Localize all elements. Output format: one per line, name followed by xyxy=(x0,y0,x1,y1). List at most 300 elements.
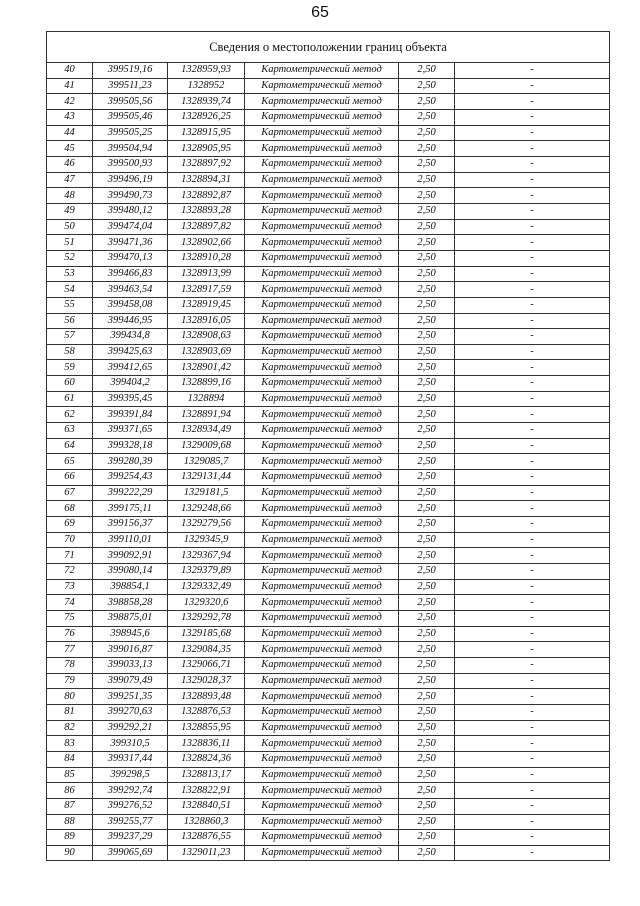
description-cell: - xyxy=(455,63,610,79)
description-cell: - xyxy=(455,610,610,626)
table-row xyxy=(47,517,610,533)
description-cell: - xyxy=(455,282,610,298)
table-row xyxy=(47,720,610,736)
point-number-cell: 45 xyxy=(47,141,93,157)
accuracy-cell: 2,50 xyxy=(399,329,455,345)
method-cell: Картометрический метод xyxy=(245,657,399,673)
y-coordinate-cell: 1329085,7 xyxy=(168,454,245,470)
table-row xyxy=(47,78,610,94)
table-row xyxy=(47,125,610,141)
x-coordinate-cell: 399092,91 xyxy=(93,548,168,564)
method-cell: Картометрический метод xyxy=(245,329,399,345)
accuracy-cell: 2,50 xyxy=(399,313,455,329)
x-coordinate-cell: 399505,56 xyxy=(93,94,168,110)
table-row xyxy=(47,689,610,705)
description-cell: - xyxy=(455,360,610,376)
y-coordinate-cell: 1328905,95 xyxy=(168,141,245,157)
method-cell: Картометрический метод xyxy=(245,78,399,94)
table-row xyxy=(47,642,610,658)
table-row xyxy=(47,532,610,548)
x-coordinate-cell: 399270,63 xyxy=(93,704,168,720)
point-number-cell: 46 xyxy=(47,156,93,172)
description-cell: - xyxy=(455,313,610,329)
accuracy-cell: 2,50 xyxy=(399,517,455,533)
description-cell: - xyxy=(455,720,610,736)
accuracy-cell: 2,50 xyxy=(399,470,455,486)
x-coordinate-cell: 399480,12 xyxy=(93,203,168,219)
description-cell: - xyxy=(455,156,610,172)
description-cell: - xyxy=(455,454,610,470)
x-coordinate-cell: 399470,13 xyxy=(93,250,168,266)
table-row xyxy=(47,376,610,392)
y-coordinate-cell: 1328917,59 xyxy=(168,282,245,298)
x-coordinate-cell: 399310,5 xyxy=(93,736,168,752)
method-cell: Картометрический метод xyxy=(245,313,399,329)
y-coordinate-cell: 1328860,3 xyxy=(168,814,245,830)
method-cell: Картометрический метод xyxy=(245,783,399,799)
point-number-cell: 55 xyxy=(47,297,93,313)
y-coordinate-cell: 1329320,6 xyxy=(168,595,245,611)
method-cell: Картометрический метод xyxy=(245,172,399,188)
point-number-cell: 69 xyxy=(47,517,93,533)
description-cell: - xyxy=(455,595,610,611)
y-coordinate-cell: 1329279,56 xyxy=(168,517,245,533)
description-cell: - xyxy=(455,438,610,454)
description-cell: - xyxy=(455,266,610,282)
accuracy-cell: 2,50 xyxy=(399,657,455,673)
x-coordinate-cell: 399504,94 xyxy=(93,141,168,157)
y-coordinate-cell: 1328897,82 xyxy=(168,219,245,235)
accuracy-cell: 2,50 xyxy=(399,78,455,94)
y-coordinate-cell: 1328952 xyxy=(168,78,245,94)
method-cell: Картометрический метод xyxy=(245,736,399,752)
table-row xyxy=(47,407,610,423)
table-row xyxy=(47,219,610,235)
x-coordinate-cell: 399254,43 xyxy=(93,470,168,486)
accuracy-cell: 2,50 xyxy=(399,720,455,736)
table-row xyxy=(47,454,610,470)
description-cell: - xyxy=(455,751,610,767)
y-coordinate-cell: 1328908,63 xyxy=(168,329,245,345)
table-title: Сведения о местоположении границ объекта xyxy=(47,32,610,63)
table-row xyxy=(47,751,610,767)
y-coordinate-cell: 1329181,5 xyxy=(168,485,245,501)
method-cell: Картометрический метод xyxy=(245,470,399,486)
method-cell: Картометрический метод xyxy=(245,125,399,141)
accuracy-cell: 2,50 xyxy=(399,830,455,846)
accuracy-cell: 2,50 xyxy=(399,532,455,548)
accuracy-cell: 2,50 xyxy=(399,751,455,767)
point-number-cell: 51 xyxy=(47,235,93,251)
table-row xyxy=(47,783,610,799)
accuracy-cell: 2,50 xyxy=(399,501,455,517)
description-cell: - xyxy=(455,579,610,595)
x-coordinate-cell: 398858,28 xyxy=(93,595,168,611)
accuracy-cell: 2,50 xyxy=(399,845,455,861)
y-coordinate-cell: 1328876,55 xyxy=(168,830,245,846)
y-coordinate-cell: 1328891,94 xyxy=(168,407,245,423)
x-coordinate-cell: 398854,1 xyxy=(93,579,168,595)
x-coordinate-cell: 399395,45 xyxy=(93,391,168,407)
accuracy-cell: 2,50 xyxy=(399,219,455,235)
point-number-cell: 78 xyxy=(47,657,93,673)
point-number-cell: 72 xyxy=(47,564,93,580)
table-row xyxy=(47,830,610,846)
accuracy-cell: 2,50 xyxy=(399,438,455,454)
table-row xyxy=(47,282,610,298)
table-row xyxy=(47,767,610,783)
description-cell: - xyxy=(455,830,610,846)
method-cell: Картометрический метод xyxy=(245,203,399,219)
x-coordinate-cell: 399276,52 xyxy=(93,798,168,814)
point-number-cell: 50 xyxy=(47,219,93,235)
y-coordinate-cell: 1328915,95 xyxy=(168,125,245,141)
description-cell: - xyxy=(455,485,610,501)
description-cell: - xyxy=(455,219,610,235)
table-row xyxy=(47,485,610,501)
table-row xyxy=(47,548,610,564)
x-coordinate-cell: 399391,84 xyxy=(93,407,168,423)
table-row xyxy=(47,564,610,580)
method-cell: Картометрический метод xyxy=(245,642,399,658)
accuracy-cell: 2,50 xyxy=(399,610,455,626)
method-cell: Картометрический метод xyxy=(245,579,399,595)
y-coordinate-cell: 1329131,44 xyxy=(168,470,245,486)
y-coordinate-cell: 1329379,89 xyxy=(168,564,245,580)
table-row xyxy=(47,94,610,110)
table-row xyxy=(47,501,610,517)
description-cell: - xyxy=(455,235,610,251)
description-cell: - xyxy=(455,783,610,799)
description-cell: - xyxy=(455,109,610,125)
point-number-cell: 44 xyxy=(47,125,93,141)
accuracy-cell: 2,50 xyxy=(399,63,455,79)
x-coordinate-cell: 399371,65 xyxy=(93,423,168,439)
method-cell: Картометрический метод xyxy=(245,564,399,580)
description-cell: - xyxy=(455,172,610,188)
accuracy-cell: 2,50 xyxy=(399,297,455,313)
description-cell: - xyxy=(455,689,610,705)
x-coordinate-cell: 399404,2 xyxy=(93,376,168,392)
point-number-cell: 66 xyxy=(47,470,93,486)
accuracy-cell: 2,50 xyxy=(399,94,455,110)
table-title-row xyxy=(47,32,610,63)
y-coordinate-cell: 1328910,28 xyxy=(168,250,245,266)
x-coordinate-cell: 399175,11 xyxy=(93,501,168,517)
method-cell: Картометрический метод xyxy=(245,391,399,407)
x-coordinate-cell: 399292,74 xyxy=(93,783,168,799)
description-cell: - xyxy=(455,297,610,313)
x-coordinate-cell: 399519,16 xyxy=(93,63,168,79)
table-row xyxy=(47,595,610,611)
y-coordinate-cell: 1329345,9 xyxy=(168,532,245,548)
x-coordinate-cell: 399412,65 xyxy=(93,360,168,376)
point-number-cell: 75 xyxy=(47,610,93,626)
x-coordinate-cell: 399505,25 xyxy=(93,125,168,141)
x-coordinate-cell: 399079,49 xyxy=(93,673,168,689)
method-cell: Картометрический метод xyxy=(245,704,399,720)
point-number-cell: 90 xyxy=(47,845,93,861)
accuracy-cell: 2,50 xyxy=(399,172,455,188)
accuracy-cell: 2,50 xyxy=(399,548,455,564)
point-number-cell: 52 xyxy=(47,250,93,266)
accuracy-cell: 2,50 xyxy=(399,626,455,642)
description-cell: - xyxy=(455,203,610,219)
point-number-cell: 42 xyxy=(47,94,93,110)
method-cell: Картометрический метод xyxy=(245,188,399,204)
y-coordinate-cell: 1329367,94 xyxy=(168,548,245,564)
table-row xyxy=(47,814,610,830)
description-cell: - xyxy=(455,344,610,360)
point-number-cell: 58 xyxy=(47,344,93,360)
accuracy-cell: 2,50 xyxy=(399,485,455,501)
table-row xyxy=(47,188,610,204)
y-coordinate-cell: 1328926,25 xyxy=(168,109,245,125)
accuracy-cell: 2,50 xyxy=(399,454,455,470)
point-number-cell: 74 xyxy=(47,595,93,611)
x-coordinate-cell: 399110,01 xyxy=(93,532,168,548)
point-number-cell: 88 xyxy=(47,814,93,830)
y-coordinate-cell: 1328916,05 xyxy=(168,313,245,329)
table-row xyxy=(47,250,610,266)
accuracy-cell: 2,50 xyxy=(399,673,455,689)
table-row xyxy=(47,470,610,486)
x-coordinate-cell: 399474,04 xyxy=(93,219,168,235)
description-cell: - xyxy=(455,736,610,752)
description-cell: - xyxy=(455,391,610,407)
accuracy-cell: 2,50 xyxy=(399,407,455,423)
accuracy-cell: 2,50 xyxy=(399,125,455,141)
point-number-cell: 61 xyxy=(47,391,93,407)
description-cell: - xyxy=(455,141,610,157)
x-coordinate-cell: 399328,18 xyxy=(93,438,168,454)
point-number-cell: 47 xyxy=(47,172,93,188)
y-coordinate-cell: 1328855,95 xyxy=(168,720,245,736)
y-coordinate-cell: 1328902,66 xyxy=(168,235,245,251)
accuracy-cell: 2,50 xyxy=(399,376,455,392)
description-cell: - xyxy=(455,532,610,548)
description-cell: - xyxy=(455,94,610,110)
method-cell: Картометрический метод xyxy=(245,297,399,313)
x-coordinate-cell: 399298,5 xyxy=(93,767,168,783)
description-cell: - xyxy=(455,470,610,486)
point-number-cell: 48 xyxy=(47,188,93,204)
description-cell: - xyxy=(455,564,610,580)
table-row xyxy=(47,438,610,454)
accuracy-cell: 2,50 xyxy=(399,360,455,376)
accuracy-cell: 2,50 xyxy=(399,344,455,360)
point-number-cell: 53 xyxy=(47,266,93,282)
table-row xyxy=(47,736,610,752)
method-cell: Картометрический метод xyxy=(245,814,399,830)
method-cell: Картометрический метод xyxy=(245,532,399,548)
y-coordinate-cell: 1328876,53 xyxy=(168,704,245,720)
description-cell: - xyxy=(455,642,610,658)
table-row xyxy=(47,845,610,861)
description-cell: - xyxy=(455,767,610,783)
accuracy-cell: 2,50 xyxy=(399,203,455,219)
x-coordinate-cell: 399425,63 xyxy=(93,344,168,360)
accuracy-cell: 2,50 xyxy=(399,579,455,595)
y-coordinate-cell: 1328919,45 xyxy=(168,297,245,313)
point-number-cell: 86 xyxy=(47,783,93,799)
x-coordinate-cell: 399496,19 xyxy=(93,172,168,188)
x-coordinate-cell: 399500,93 xyxy=(93,156,168,172)
y-coordinate-cell: 1328913,99 xyxy=(168,266,245,282)
table-row xyxy=(47,391,610,407)
accuracy-cell: 2,50 xyxy=(399,704,455,720)
table-row xyxy=(47,579,610,595)
description-cell: - xyxy=(455,673,610,689)
method-cell: Картометрический метод xyxy=(245,610,399,626)
point-number-cell: 85 xyxy=(47,767,93,783)
table-row xyxy=(47,266,610,282)
accuracy-cell: 2,50 xyxy=(399,595,455,611)
table-body xyxy=(47,63,610,861)
y-coordinate-cell: 1329248,66 xyxy=(168,501,245,517)
method-cell: Картометрический метод xyxy=(245,360,399,376)
x-coordinate-cell: 399237,29 xyxy=(93,830,168,846)
x-coordinate-cell: 399255,77 xyxy=(93,814,168,830)
x-coordinate-cell: 399463,54 xyxy=(93,282,168,298)
point-number-cell: 64 xyxy=(47,438,93,454)
point-number-cell: 83 xyxy=(47,736,93,752)
method-cell: Картометрический метод xyxy=(245,438,399,454)
point-number-cell: 43 xyxy=(47,109,93,125)
method-cell: Картометрический метод xyxy=(245,501,399,517)
method-cell: Картометрический метод xyxy=(245,109,399,125)
method-cell: Картометрический метод xyxy=(245,830,399,846)
y-coordinate-cell: 1329066,71 xyxy=(168,657,245,673)
accuracy-cell: 2,50 xyxy=(399,391,455,407)
point-number-cell: 87 xyxy=(47,798,93,814)
table-row xyxy=(47,141,610,157)
accuracy-cell: 2,50 xyxy=(399,423,455,439)
x-coordinate-cell: 399471,36 xyxy=(93,235,168,251)
point-number-cell: 40 xyxy=(47,63,93,79)
accuracy-cell: 2,50 xyxy=(399,783,455,799)
description-cell: - xyxy=(455,78,610,94)
method-cell: Картометрический метод xyxy=(245,751,399,767)
table-row xyxy=(47,657,610,673)
y-coordinate-cell: 1328959,93 xyxy=(168,63,245,79)
table-row xyxy=(47,626,610,642)
table-row xyxy=(47,610,610,626)
y-coordinate-cell: 1328840,51 xyxy=(168,798,245,814)
point-number-cell: 71 xyxy=(47,548,93,564)
method-cell: Картометрический метод xyxy=(245,219,399,235)
point-number-cell: 49 xyxy=(47,203,93,219)
description-cell: - xyxy=(455,125,610,141)
y-coordinate-cell: 1329332,49 xyxy=(168,579,245,595)
method-cell: Картометрический метод xyxy=(245,250,399,266)
x-coordinate-cell: 399505,46 xyxy=(93,109,168,125)
x-coordinate-cell: 399033,13 xyxy=(93,657,168,673)
point-number-cell: 41 xyxy=(47,78,93,94)
y-coordinate-cell: 1328894,31 xyxy=(168,172,245,188)
description-cell: - xyxy=(455,548,610,564)
x-coordinate-cell: 399511,23 xyxy=(93,78,168,94)
accuracy-cell: 2,50 xyxy=(399,798,455,814)
description-cell: - xyxy=(455,704,610,720)
table-row xyxy=(47,297,610,313)
accuracy-cell: 2,50 xyxy=(399,642,455,658)
x-coordinate-cell: 399317,44 xyxy=(93,751,168,767)
method-cell: Картометрический метод xyxy=(245,673,399,689)
method-cell: Картометрический метод xyxy=(245,423,399,439)
x-coordinate-cell: 398875,01 xyxy=(93,610,168,626)
description-cell: - xyxy=(455,423,610,439)
method-cell: Картометрический метод xyxy=(245,845,399,861)
x-coordinate-cell: 399251,35 xyxy=(93,689,168,705)
description-cell: - xyxy=(455,501,610,517)
table-row xyxy=(47,360,610,376)
x-coordinate-cell: 399434,8 xyxy=(93,329,168,345)
description-cell: - xyxy=(455,329,610,345)
method-cell: Картометрический метод xyxy=(245,94,399,110)
x-coordinate-cell: 399280,39 xyxy=(93,454,168,470)
point-number-cell: 84 xyxy=(47,751,93,767)
point-number-cell: 73 xyxy=(47,579,93,595)
point-number-cell: 65 xyxy=(47,454,93,470)
accuracy-cell: 2,50 xyxy=(399,767,455,783)
x-coordinate-cell: 399446,95 xyxy=(93,313,168,329)
method-cell: Картометрический метод xyxy=(245,156,399,172)
y-coordinate-cell: 1328901,42 xyxy=(168,360,245,376)
method-cell: Картометрический метод xyxy=(245,266,399,282)
y-coordinate-cell: 1329084,35 xyxy=(168,642,245,658)
method-cell: Картометрический метод xyxy=(245,798,399,814)
point-number-cell: 62 xyxy=(47,407,93,423)
point-number-cell: 63 xyxy=(47,423,93,439)
y-coordinate-cell: 1329292,78 xyxy=(168,610,245,626)
accuracy-cell: 2,50 xyxy=(399,235,455,251)
method-cell: Картометрический метод xyxy=(245,595,399,611)
y-coordinate-cell: 1328897,92 xyxy=(168,156,245,172)
x-coordinate-cell: 399458,08 xyxy=(93,297,168,313)
accuracy-cell: 2,50 xyxy=(399,188,455,204)
accuracy-cell: 2,50 xyxy=(399,141,455,157)
y-coordinate-cell: 1328939,74 xyxy=(168,94,245,110)
point-number-cell: 80 xyxy=(47,689,93,705)
point-number-cell: 81 xyxy=(47,704,93,720)
point-number-cell: 79 xyxy=(47,673,93,689)
accuracy-cell: 2,50 xyxy=(399,736,455,752)
y-coordinate-cell: 1329185,68 xyxy=(168,626,245,642)
point-number-cell: 59 xyxy=(47,360,93,376)
method-cell: Картометрический метод xyxy=(245,235,399,251)
y-coordinate-cell: 1329011,23 xyxy=(168,845,245,861)
description-cell: - xyxy=(455,517,610,533)
method-cell: Картометрический метод xyxy=(245,454,399,470)
point-number-cell: 54 xyxy=(47,282,93,298)
x-coordinate-cell: 399080,14 xyxy=(93,564,168,580)
table-row xyxy=(47,172,610,188)
table-row xyxy=(47,329,610,345)
method-cell: Картометрический метод xyxy=(245,767,399,783)
point-number-cell: 82 xyxy=(47,720,93,736)
y-coordinate-cell: 1328899,16 xyxy=(168,376,245,392)
y-coordinate-cell: 1328824,36 xyxy=(168,751,245,767)
boundary-coordinates-table xyxy=(46,31,610,861)
method-cell: Картометрический метод xyxy=(245,63,399,79)
description-cell: - xyxy=(455,657,610,673)
x-coordinate-cell: 399065,69 xyxy=(93,845,168,861)
point-number-cell: 77 xyxy=(47,642,93,658)
point-number-cell: 60 xyxy=(47,376,93,392)
table-row xyxy=(47,313,610,329)
table-row xyxy=(47,704,610,720)
